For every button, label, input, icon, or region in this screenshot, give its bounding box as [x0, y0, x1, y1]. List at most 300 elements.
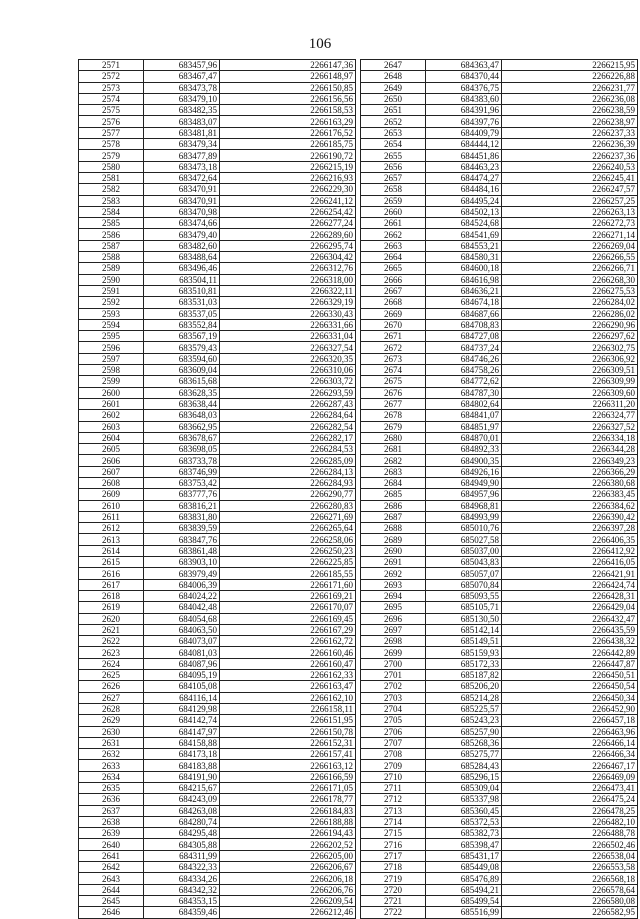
point-number-cell: 2719 — [361, 873, 426, 884]
y-coordinate-cell: 2266331,66 — [220, 319, 356, 330]
table-row — [361, 285, 638, 296]
point-number-cell: 2710 — [361, 771, 426, 782]
x-coordinate-cell: 684451,86 — [426, 150, 502, 161]
point-number-cell: 2657 — [361, 172, 426, 183]
point-number-cell: 2678 — [361, 410, 426, 421]
x-coordinate-cell: 683474,66 — [144, 218, 220, 229]
table-row — [79, 387, 356, 398]
table-row — [79, 647, 356, 658]
x-coordinate-cell: 684900,35 — [426, 455, 502, 466]
y-coordinate-cell: 2266289,60 — [220, 229, 356, 240]
table-row — [79, 816, 356, 827]
y-coordinate-cell: 2266236,08 — [502, 93, 638, 104]
table-row — [79, 489, 356, 500]
y-coordinate-cell: 2266190,72 — [220, 150, 356, 161]
point-number-cell: 2637 — [79, 805, 144, 816]
y-coordinate-cell: 2266226,88 — [502, 71, 638, 82]
point-number-cell: 2674 — [361, 365, 426, 376]
point-number-cell: 2629 — [79, 715, 144, 726]
point-number-cell: 2651 — [361, 105, 426, 116]
table-row — [79, 760, 356, 771]
y-coordinate-cell: 2266237,36 — [502, 150, 638, 161]
x-coordinate-cell: 685043,83 — [426, 557, 502, 568]
point-number-cell: 2599 — [79, 376, 144, 387]
coordinates-table-left — [78, 59, 356, 919]
y-coordinate-cell: 2266150,85 — [220, 82, 356, 93]
x-coordinate-cell: 684502,13 — [426, 206, 502, 217]
table-row — [361, 297, 638, 308]
x-coordinate-cell: 683481,81 — [144, 127, 220, 138]
y-coordinate-cell: 2266163,29 — [220, 116, 356, 127]
x-coordinate-cell: 684524,68 — [426, 218, 502, 229]
table-row — [361, 263, 638, 274]
point-number-cell: 2713 — [361, 805, 426, 816]
x-coordinate-cell: 685037,00 — [426, 545, 502, 556]
table-row — [79, 71, 356, 82]
point-number-cell: 2703 — [361, 692, 426, 703]
y-coordinate-cell: 2266184,83 — [220, 805, 356, 816]
point-number-cell: 2598 — [79, 365, 144, 376]
x-coordinate-cell: 685476,89 — [426, 873, 502, 884]
point-number-cell: 2645 — [79, 895, 144, 906]
point-number-cell: 2656 — [361, 161, 426, 172]
y-coordinate-cell: 2266450,51 — [502, 670, 638, 681]
y-coordinate-cell: 2266188,88 — [220, 816, 356, 827]
x-coordinate-cell: 683662,95 — [144, 421, 220, 432]
point-number-cell: 2605 — [79, 444, 144, 455]
y-coordinate-cell: 2266309,51 — [502, 365, 638, 376]
table-row — [361, 229, 638, 240]
y-coordinate-cell: 2266206,76 — [220, 884, 356, 895]
table-row — [79, 511, 356, 522]
x-coordinate-cell: 684087,96 — [144, 658, 220, 669]
table-row — [79, 398, 356, 409]
y-coordinate-cell: 2266241,12 — [220, 195, 356, 206]
point-number-cell: 2621 — [79, 624, 144, 635]
y-coordinate-cell: 2266171,60 — [220, 579, 356, 590]
table-row — [361, 658, 638, 669]
x-coordinate-cell: 684191,90 — [144, 771, 220, 782]
point-number-cell: 2659 — [361, 195, 426, 206]
table-row — [79, 737, 356, 748]
point-number-cell: 2705 — [361, 715, 426, 726]
point-number-cell: 2700 — [361, 658, 426, 669]
y-coordinate-cell: 2266320,35 — [220, 353, 356, 364]
point-number-cell: 2638 — [79, 816, 144, 827]
x-coordinate-cell: 683472,64 — [144, 172, 220, 183]
point-number-cell: 2718 — [361, 862, 426, 873]
x-coordinate-cell: 683552,84 — [144, 319, 220, 330]
y-coordinate-cell: 2266466,14 — [502, 737, 638, 748]
y-coordinate-cell: 2266538,04 — [502, 850, 638, 861]
x-coordinate-cell: 685225,57 — [426, 703, 502, 714]
y-coordinate-cell: 2266324,77 — [502, 410, 638, 421]
table-row — [79, 884, 356, 895]
y-coordinate-cell: 2266284,02 — [502, 297, 638, 308]
y-coordinate-cell: 2266271,14 — [502, 229, 638, 240]
table-row — [79, 60, 356, 71]
x-coordinate-cell: 684892,33 — [426, 444, 502, 455]
y-coordinate-cell: 2266240,53 — [502, 161, 638, 172]
table-row — [361, 816, 638, 827]
point-number-cell: 2693 — [361, 579, 426, 590]
x-coordinate-cell: 684993,99 — [426, 511, 502, 522]
table-row — [361, 127, 638, 138]
table-row — [79, 715, 356, 726]
table-row — [79, 444, 356, 455]
y-coordinate-cell: 2266421,91 — [502, 568, 638, 579]
table-row — [79, 523, 356, 534]
x-coordinate-cell: 685494,21 — [426, 884, 502, 895]
x-coordinate-cell: 684772,62 — [426, 376, 502, 387]
table-row — [361, 579, 638, 590]
table-row — [79, 749, 356, 760]
table-row — [361, 850, 638, 861]
x-coordinate-cell: 684305,88 — [144, 839, 220, 850]
y-coordinate-cell: 2266284,93 — [220, 477, 356, 488]
x-coordinate-cell: 683839,59 — [144, 523, 220, 534]
y-coordinate-cell: 2266502,46 — [502, 839, 638, 850]
x-coordinate-cell: 683698,05 — [144, 444, 220, 455]
point-number-cell: 2600 — [79, 387, 144, 398]
table-row — [361, 489, 638, 500]
x-coordinate-cell: 684616,98 — [426, 274, 502, 285]
table-row — [361, 60, 638, 71]
y-coordinate-cell: 2266272,73 — [502, 218, 638, 229]
table-row — [361, 353, 638, 364]
y-coordinate-cell: 2266238,59 — [502, 105, 638, 116]
point-number-cell: 2695 — [361, 602, 426, 613]
table-row — [79, 613, 356, 624]
coordinates-table-right — [360, 59, 638, 919]
x-coordinate-cell: 684926,16 — [426, 466, 502, 477]
table-row — [79, 783, 356, 794]
table-row — [79, 342, 356, 353]
table-row — [361, 647, 638, 658]
x-coordinate-cell: 684397,76 — [426, 116, 502, 127]
table-row — [361, 670, 638, 681]
x-coordinate-cell: 684311,99 — [144, 850, 220, 861]
x-coordinate-cell: 684342,32 — [144, 884, 220, 895]
table-row — [79, 703, 356, 714]
table-row — [361, 715, 638, 726]
y-coordinate-cell: 2266295,74 — [220, 240, 356, 251]
table-row — [79, 229, 356, 240]
table-row — [361, 624, 638, 635]
x-coordinate-cell: 684409,79 — [426, 127, 502, 138]
table-row — [79, 365, 356, 376]
table-row — [79, 873, 356, 884]
y-coordinate-cell: 2266265,64 — [220, 523, 356, 534]
point-number-cell: 2608 — [79, 477, 144, 488]
y-coordinate-cell: 2266466,34 — [502, 749, 638, 760]
point-number-cell: 2682 — [361, 455, 426, 466]
table-row — [79, 376, 356, 387]
y-coordinate-cell: 2266282,54 — [220, 421, 356, 432]
point-number-cell: 2677 — [361, 398, 426, 409]
point-number-cell: 2667 — [361, 285, 426, 296]
y-coordinate-cell: 2266185,75 — [220, 139, 356, 150]
y-coordinate-cell: 2266158,11 — [220, 703, 356, 714]
table-row — [79, 771, 356, 782]
x-coordinate-cell: 683477,89 — [144, 150, 220, 161]
y-coordinate-cell: 2266309,99 — [502, 376, 638, 387]
x-coordinate-cell: 683470,98 — [144, 206, 220, 217]
table-row — [361, 760, 638, 771]
y-coordinate-cell: 2266152,31 — [220, 737, 356, 748]
table-row — [79, 568, 356, 579]
point-number-cell: 2650 — [361, 93, 426, 104]
table-row — [361, 172, 638, 183]
y-coordinate-cell: 2266160,47 — [220, 658, 356, 669]
y-coordinate-cell: 2266269,04 — [502, 240, 638, 251]
x-coordinate-cell: 684636,21 — [426, 285, 502, 296]
point-number-cell: 2623 — [79, 647, 144, 658]
x-coordinate-cell: 683579,43 — [144, 342, 220, 353]
point-number-cell: 2654 — [361, 139, 426, 150]
point-number-cell: 2666 — [361, 274, 426, 285]
table-row — [361, 828, 638, 839]
point-number-cell: 2675 — [361, 376, 426, 387]
x-coordinate-cell: 683470,91 — [144, 195, 220, 206]
table-row — [361, 376, 638, 387]
x-coordinate-cell: 684444,12 — [426, 139, 502, 150]
table-row — [361, 387, 638, 398]
x-coordinate-cell: 684095,19 — [144, 670, 220, 681]
table-row — [361, 477, 638, 488]
y-coordinate-cell: 2266205,00 — [220, 850, 356, 861]
table-row — [361, 500, 638, 511]
table-row — [79, 206, 356, 217]
table-row — [79, 139, 356, 150]
x-coordinate-cell: 683488,64 — [144, 252, 220, 263]
table-row — [361, 139, 638, 150]
x-coordinate-cell: 684158,88 — [144, 737, 220, 748]
x-coordinate-cell: 683479,10 — [144, 93, 220, 104]
table-row — [361, 455, 638, 466]
y-coordinate-cell: 2266212,46 — [220, 907, 356, 918]
table-row — [79, 353, 356, 364]
x-coordinate-cell: 684957,96 — [426, 489, 502, 500]
x-coordinate-cell: 683457,96 — [144, 60, 220, 71]
point-number-cell: 2708 — [361, 749, 426, 760]
point-number-cell: 2627 — [79, 692, 144, 703]
point-number-cell: 2611 — [79, 511, 144, 522]
x-coordinate-cell: 684391,96 — [426, 105, 502, 116]
point-number-cell: 2631 — [79, 737, 144, 748]
point-number-cell: 2619 — [79, 602, 144, 613]
point-number-cell: 2618 — [79, 590, 144, 601]
point-number-cell: 2606 — [79, 455, 144, 466]
x-coordinate-cell: 683467,47 — [144, 71, 220, 82]
table-row — [361, 794, 638, 805]
x-coordinate-cell: 685105,71 — [426, 602, 502, 613]
y-coordinate-cell: 2266206,18 — [220, 873, 356, 884]
x-coordinate-cell: 683678,67 — [144, 432, 220, 443]
point-number-cell: 2620 — [79, 613, 144, 624]
y-coordinate-cell: 2266488,78 — [502, 828, 638, 839]
point-number-cell: 2642 — [79, 862, 144, 873]
table-row — [361, 365, 638, 376]
point-number-cell: 2586 — [79, 229, 144, 240]
point-number-cell: 2655 — [361, 150, 426, 161]
point-number-cell: 2574 — [79, 93, 144, 104]
point-number-cell: 2704 — [361, 703, 426, 714]
point-number-cell: 2679 — [361, 421, 426, 432]
table-row — [79, 557, 356, 568]
y-coordinate-cell: 2266442,89 — [502, 647, 638, 658]
table-row — [361, 884, 638, 895]
y-coordinate-cell: 2266312,76 — [220, 263, 356, 274]
x-coordinate-cell: 683816,21 — [144, 500, 220, 511]
table-row — [79, 319, 356, 330]
x-coordinate-cell: 684116,14 — [144, 692, 220, 703]
x-coordinate-cell: 685027,58 — [426, 534, 502, 545]
y-coordinate-cell: 2266285,09 — [220, 455, 356, 466]
y-coordinate-cell: 2266263,13 — [502, 206, 638, 217]
x-coordinate-cell: 684173,18 — [144, 749, 220, 760]
y-coordinate-cell: 2266293,59 — [220, 387, 356, 398]
y-coordinate-cell: 2266237,33 — [502, 127, 638, 138]
point-number-cell: 2622 — [79, 636, 144, 647]
table-row — [79, 105, 356, 116]
y-coordinate-cell: 2266428,31 — [502, 590, 638, 601]
y-coordinate-cell: 2266284,13 — [220, 466, 356, 477]
table-row — [79, 218, 356, 229]
y-coordinate-cell: 2266366,29 — [502, 466, 638, 477]
x-coordinate-cell: 684280,74 — [144, 816, 220, 827]
table-row — [79, 794, 356, 805]
x-coordinate-cell: 683594,60 — [144, 353, 220, 364]
y-coordinate-cell: 2266429,04 — [502, 602, 638, 613]
table-row — [361, 737, 638, 748]
point-number-cell: 2577 — [79, 127, 144, 138]
table-row — [79, 590, 356, 601]
x-coordinate-cell: 684383,60 — [426, 93, 502, 104]
table-row — [361, 218, 638, 229]
y-coordinate-cell: 2266215,19 — [220, 161, 356, 172]
x-coordinate-cell: 685243,23 — [426, 715, 502, 726]
x-coordinate-cell: 684183,88 — [144, 760, 220, 771]
y-coordinate-cell: 2266158,53 — [220, 105, 356, 116]
y-coordinate-cell: 2266268,30 — [502, 274, 638, 285]
point-number-cell: 2624 — [79, 658, 144, 669]
point-number-cell: 2707 — [361, 737, 426, 748]
table-row — [361, 907, 638, 918]
point-number-cell: 2640 — [79, 839, 144, 850]
point-number-cell: 2680 — [361, 432, 426, 443]
y-coordinate-cell: 2266147,36 — [220, 60, 356, 71]
table-row — [361, 105, 638, 116]
point-number-cell: 2602 — [79, 410, 144, 421]
x-coordinate-cell: 683479,40 — [144, 229, 220, 240]
x-coordinate-cell: 685284,43 — [426, 760, 502, 771]
table-row — [361, 150, 638, 161]
point-number-cell: 2647 — [361, 60, 426, 71]
table-row — [361, 534, 638, 545]
y-coordinate-cell: 2266452,90 — [502, 703, 638, 714]
x-coordinate-cell: 683473,18 — [144, 161, 220, 172]
y-coordinate-cell: 2266247,57 — [502, 184, 638, 195]
x-coordinate-cell: 684243,09 — [144, 794, 220, 805]
point-number-cell: 2633 — [79, 760, 144, 771]
point-number-cell: 2716 — [361, 839, 426, 850]
y-coordinate-cell: 2266482,10 — [502, 816, 638, 827]
point-number-cell: 2573 — [79, 82, 144, 93]
point-number-cell: 2603 — [79, 421, 144, 432]
x-coordinate-cell: 683638,44 — [144, 398, 220, 409]
table-row — [361, 184, 638, 195]
point-number-cell: 2688 — [361, 523, 426, 534]
table-row — [79, 670, 356, 681]
x-coordinate-cell: 684674,18 — [426, 297, 502, 308]
table-row — [79, 172, 356, 183]
y-coordinate-cell: 2266271,69 — [220, 511, 356, 522]
x-coordinate-cell: 683470,91 — [144, 184, 220, 195]
table-row — [361, 240, 638, 251]
point-number-cell: 2664 — [361, 252, 426, 263]
y-coordinate-cell: 2266450,34 — [502, 692, 638, 703]
x-coordinate-cell: 685449,08 — [426, 862, 502, 873]
y-coordinate-cell: 2266229,30 — [220, 184, 356, 195]
point-number-cell: 2692 — [361, 568, 426, 579]
point-number-cell: 2630 — [79, 726, 144, 737]
table-row — [79, 681, 356, 692]
table-row — [361, 398, 638, 409]
x-coordinate-cell: 684359,46 — [144, 907, 220, 918]
point-number-cell: 2575 — [79, 105, 144, 116]
y-coordinate-cell: 2266257,25 — [502, 195, 638, 206]
point-number-cell: 2698 — [361, 636, 426, 647]
x-coordinate-cell: 683496,46 — [144, 263, 220, 274]
point-number-cell: 2594 — [79, 319, 144, 330]
x-coordinate-cell: 684841,07 — [426, 410, 502, 421]
table-row — [79, 839, 356, 850]
x-coordinate-cell: 685010,76 — [426, 523, 502, 534]
y-coordinate-cell: 2266327,52 — [502, 421, 638, 432]
y-coordinate-cell: 2266447,87 — [502, 658, 638, 669]
table-row — [79, 726, 356, 737]
x-coordinate-cell: 684353,15 — [144, 895, 220, 906]
table-row — [79, 195, 356, 206]
x-coordinate-cell: 685431,17 — [426, 850, 502, 861]
table-row — [79, 285, 356, 296]
table-row — [79, 240, 356, 251]
x-coordinate-cell: 683537,05 — [144, 308, 220, 319]
x-coordinate-cell: 684081,03 — [144, 647, 220, 658]
y-coordinate-cell: 2266156,56 — [220, 93, 356, 104]
x-coordinate-cell: 684263,08 — [144, 805, 220, 816]
y-coordinate-cell: 2266236,39 — [502, 139, 638, 150]
table-row — [79, 93, 356, 104]
y-coordinate-cell: 2266176,52 — [220, 127, 356, 138]
point-number-cell: 2581 — [79, 172, 144, 183]
table-row — [361, 862, 638, 873]
table-row — [79, 602, 356, 613]
table-row — [361, 726, 638, 737]
x-coordinate-cell: 684042,48 — [144, 602, 220, 613]
table-row — [361, 342, 638, 353]
table-row — [79, 477, 356, 488]
table-row — [79, 421, 356, 432]
table-row — [361, 82, 638, 93]
y-coordinate-cell: 2266311,20 — [502, 398, 638, 409]
point-number-cell: 2597 — [79, 353, 144, 364]
x-coordinate-cell: 683861,48 — [144, 545, 220, 556]
point-number-cell: 2617 — [79, 579, 144, 590]
point-number-cell: 2662 — [361, 229, 426, 240]
point-number-cell: 2615 — [79, 557, 144, 568]
